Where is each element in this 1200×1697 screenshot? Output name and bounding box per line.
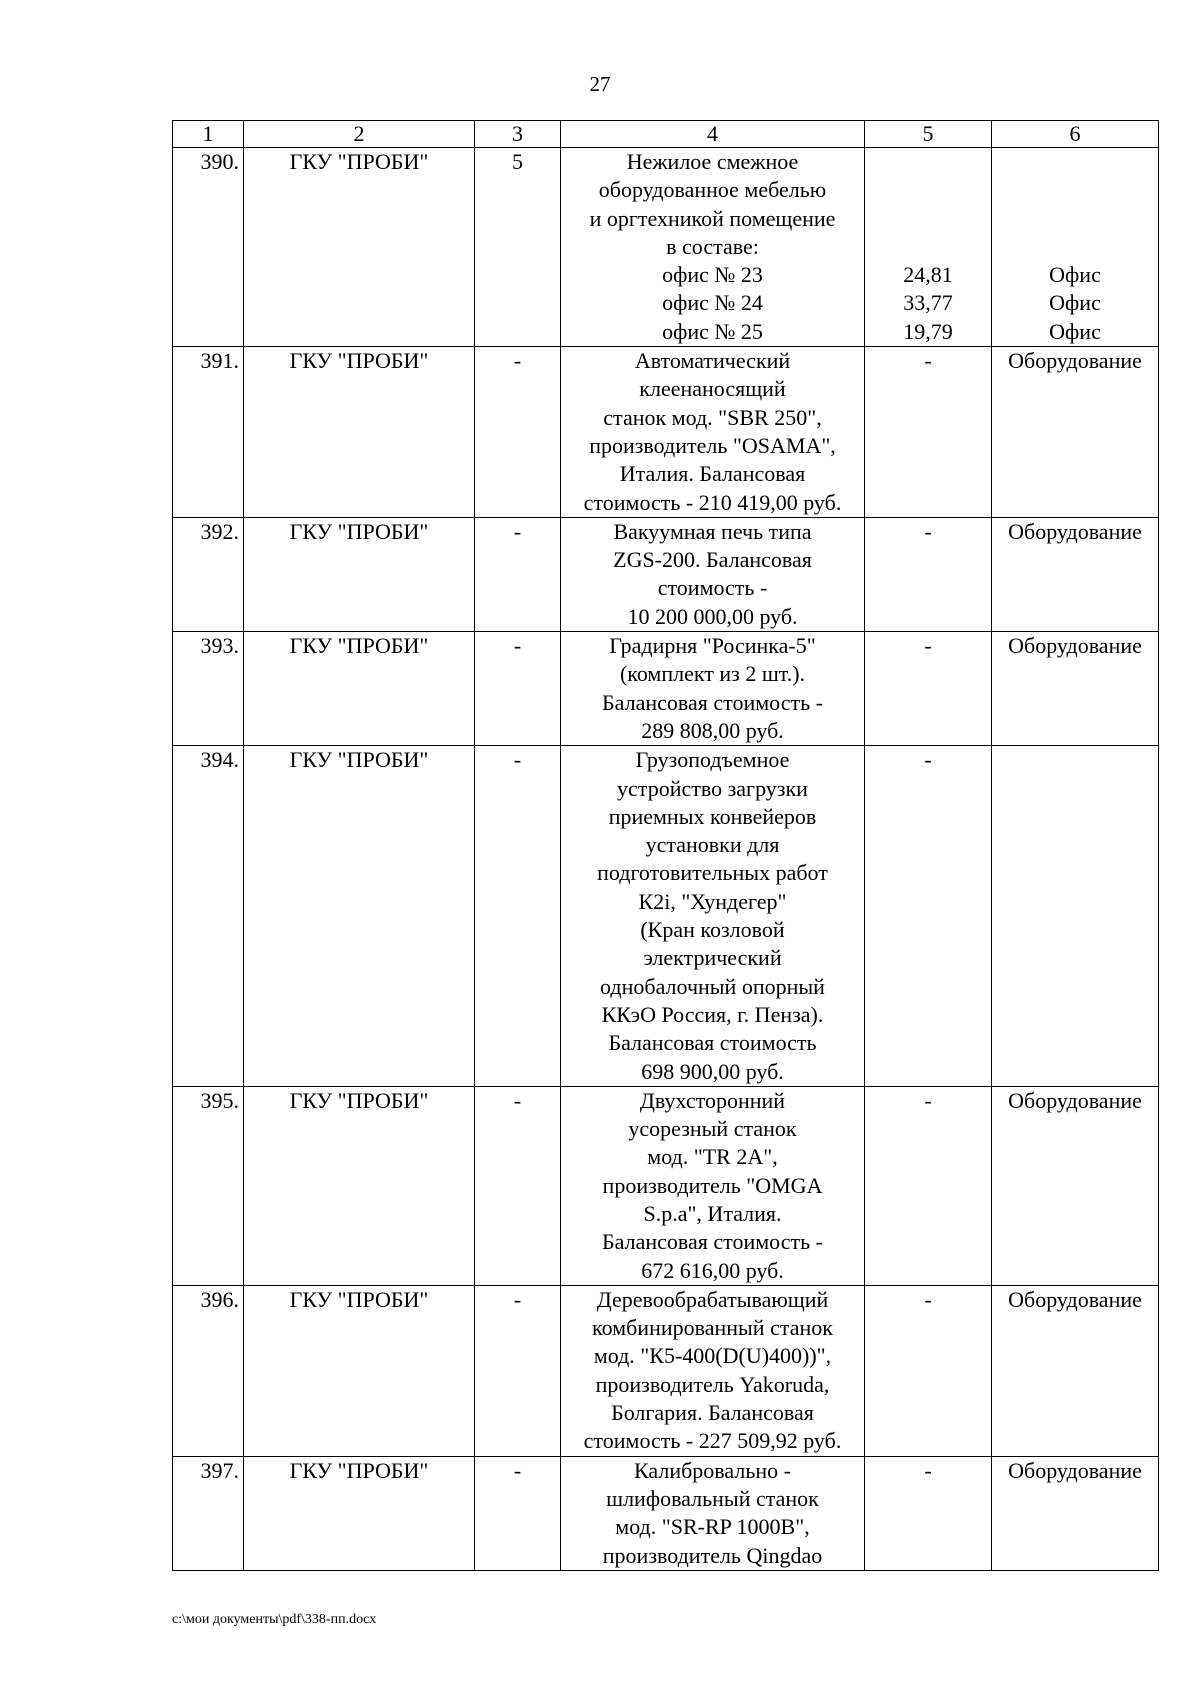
row-area-line: - <box>924 633 932 659</box>
row-quantity: - <box>475 517 561 631</box>
row-quantity: - <box>475 347 561 518</box>
row-purpose-line: Оборудование <box>1008 1087 1142 1113</box>
row-description-line: мод. "SR-RP 1000B", <box>615 1514 810 1540</box>
row-purpose <box>992 148 1159 347</box>
row-purpose-line: Офис <box>1049 290 1101 316</box>
row-area-line: - <box>924 518 932 544</box>
header-col-5: 5 <box>865 121 992 148</box>
row-description <box>561 1086 865 1285</box>
row-description-line: Италия. Балансовая <box>619 461 806 487</box>
row-number: 391. <box>173 347 244 518</box>
row-area <box>865 517 992 631</box>
row-description-line: Деревообрабатывающий <box>596 1286 829 1312</box>
row-number: 395. <box>173 1086 244 1285</box>
row-purpose-line: Оборудование <box>1008 348 1142 374</box>
row-description-line: устройство загрузки <box>617 775 808 801</box>
row-description-line: К2i, "Хундегер" <box>638 888 787 914</box>
row-description-line: производитель Yakoruda, <box>595 1371 830 1397</box>
row-purpose <box>992 1086 1159 1285</box>
row-description <box>561 517 865 631</box>
table-row <box>173 632 1159 746</box>
row-description-line: Балансовая стоимость - <box>602 1229 823 1255</box>
row-description-line: ККэО Россия, г. Пенза). <box>601 1001 824 1027</box>
row-description-line: станок мод. "SBR 250", <box>603 404 822 430</box>
row-purpose <box>992 1285 1159 1456</box>
row-description-line: Автоматический <box>634 348 791 374</box>
table-row <box>173 746 1159 1087</box>
row-organization: ГКУ "ПРОБИ" <box>244 1086 475 1285</box>
row-purpose <box>992 746 1159 1087</box>
header-col-4: 4 <box>561 121 865 148</box>
row-purpose-line: Оборудование <box>1008 1286 1142 1312</box>
row-area-line <box>869 205 987 233</box>
row-description-line: клеенаносящий <box>639 376 786 402</box>
row-description-line: электрический <box>643 945 782 971</box>
header-col-3: 3 <box>475 121 561 148</box>
row-description-line: в составе: <box>666 233 759 259</box>
row-quantity: - <box>475 632 561 746</box>
row-purpose-line <box>996 148 1154 176</box>
row-description-line: и оргтехникой помещение <box>589 205 836 231</box>
row-description-line: однобалочный опорный <box>600 973 825 999</box>
row-description-line: стоимость - 210 419,00 руб. <box>583 489 842 515</box>
row-organization: ГКУ "ПРОБИ" <box>244 347 475 518</box>
row-description-line: 10 200 000,00 руб. <box>627 603 798 629</box>
row-description-line: Болгария. Балансовая <box>611 1400 814 1426</box>
row-description-line: мод. "К5-400(D(U)400))", <box>593 1343 832 1369</box>
table-row <box>173 148 1159 347</box>
row-area-line: 24,81 <box>903 262 953 288</box>
row-organization: ГКУ "ПРОБИ" <box>244 632 475 746</box>
row-description <box>561 1285 865 1456</box>
row-area-line: - <box>924 747 932 773</box>
row-area <box>865 746 992 1087</box>
row-area <box>865 1456 992 1570</box>
row-purpose-line: Оборудование <box>1008 1457 1142 1483</box>
row-area <box>865 148 992 347</box>
row-area-line: 19,79 <box>903 318 953 344</box>
row-purpose <box>992 1456 1159 1570</box>
row-purpose-line <box>996 176 1154 204</box>
header-col-6: 6 <box>992 121 1159 148</box>
page-number: 27 <box>589 72 611 96</box>
row-number: 397. <box>173 1456 244 1570</box>
row-description-line: (Кран козловой <box>640 917 785 943</box>
table-row <box>173 1285 1159 1456</box>
row-number: 393. <box>173 632 244 746</box>
row-purpose <box>992 632 1159 746</box>
row-description-line: офис № 24 <box>662 290 763 316</box>
row-description-line: комбинированный станок <box>592 1315 833 1341</box>
row-area-line: - <box>924 1087 932 1113</box>
row-purpose-line: Офис <box>1049 262 1101 288</box>
row-description-line: Нежилое смежное <box>626 149 799 174</box>
row-description-line: Балансовая стоимость - <box>602 689 823 715</box>
row-description-line: Балансовая стоимость <box>608 1030 817 1056</box>
row-quantity: 5 <box>475 148 561 347</box>
row-description-line: стоимость - 227 509,92 руб. <box>583 1428 842 1454</box>
table-row <box>173 1456 1159 1570</box>
row-area-line: - <box>924 1457 932 1483</box>
row-description-line: офис № 23 <box>662 262 763 288</box>
row-area <box>865 632 992 746</box>
row-description-line: усорезный станок <box>628 1116 797 1142</box>
row-description <box>561 148 865 347</box>
row-description-line: мод. "TR 2A", <box>647 1144 778 1170</box>
row-purpose-line: Оборудование <box>1008 518 1142 544</box>
header-col-2: 2 <box>244 121 475 148</box>
table-row <box>173 1086 1159 1285</box>
row-description-line: 289 808,00 руб. <box>641 717 784 743</box>
row-area-line: - <box>924 1286 932 1312</box>
row-description-line: Градирня "Росинка-5" <box>609 633 816 659</box>
row-number: 390. <box>173 148 244 347</box>
row-area-line <box>869 148 987 176</box>
row-number: 394. <box>173 746 244 1087</box>
row-organization: ГКУ "ПРОБИ" <box>244 1285 475 1456</box>
row-purpose-line: Офис <box>1049 318 1101 344</box>
row-organization: ГКУ "ПРОБИ" <box>244 746 475 1087</box>
row-description <box>561 1456 865 1570</box>
row-organization: ГКУ "ПРОБИ" <box>244 1456 475 1570</box>
row-description-line: 698 900,00 руб. <box>641 1058 784 1084</box>
row-quantity: - <box>475 746 561 1087</box>
row-area <box>865 1086 992 1285</box>
row-description-line: стоимость - <box>657 575 768 601</box>
row-description-line: Вакуумная печь типа <box>613 518 812 544</box>
row-organization: ГКУ "ПРОБИ" <box>244 517 475 631</box>
header-col-1: 1 <box>173 121 244 148</box>
row-purpose-line: Оборудование <box>1008 633 1142 659</box>
row-area-line: - <box>924 348 932 374</box>
property-table <box>172 120 1159 1571</box>
row-description <box>561 746 865 1087</box>
row-description-line: ZGS-200. Балансовая <box>613 547 812 573</box>
row-description <box>561 347 865 518</box>
row-description-line: Грузоподъемное <box>635 747 790 773</box>
row-description-line: 672 616,00 руб. <box>641 1257 784 1283</box>
row-area-line <box>869 233 987 261</box>
row-description-line: офис № 25 <box>662 318 763 344</box>
row-purpose-line <box>996 746 1154 774</box>
row-description <box>561 632 865 746</box>
footer-file-path: c:\мои документы\pdf\338-пп.docx <box>172 1612 377 1627</box>
row-description-line: производитель Qingdao <box>602 1542 823 1568</box>
row-quantity: - <box>475 1086 561 1285</box>
row-area-line <box>869 176 987 204</box>
row-purpose-line <box>996 233 1154 261</box>
row-description-line: оборудованное мебелью <box>598 177 827 203</box>
row-purpose <box>992 517 1159 631</box>
row-description-line: Калибровально - <box>634 1457 791 1483</box>
row-description-line: приемных конвейеров <box>608 803 817 829</box>
row-description-line: установки для <box>645 832 780 858</box>
row-purpose <box>992 347 1159 518</box>
row-description-line: S.p.a", Италия. <box>643 1200 782 1226</box>
row-area <box>865 1285 992 1456</box>
row-quantity: - <box>475 1456 561 1570</box>
header-row <box>173 121 1159 148</box>
row-description-line: (комплект из 2 шт.). <box>619 661 806 687</box>
table-row <box>173 517 1159 631</box>
row-description-line: производитель "OMGA <box>602 1172 823 1198</box>
row-description-line: производитель "OSAMA", <box>589 432 836 458</box>
row-area-line: 33,77 <box>903 290 953 316</box>
row-description-line: Двухсторонний <box>639 1087 786 1113</box>
row-number: 396. <box>173 1285 244 1456</box>
row-area <box>865 347 992 518</box>
row-quantity: - <box>475 1285 561 1456</box>
row-organization: ГКУ "ПРОБИ" <box>244 148 475 347</box>
table-row <box>173 347 1159 518</box>
row-number: 392. <box>173 517 244 631</box>
row-description-line: подготовительных работ <box>597 860 828 886</box>
row-description-line: шлифовальный станок <box>606 1485 819 1511</box>
row-purpose-line <box>996 205 1154 233</box>
